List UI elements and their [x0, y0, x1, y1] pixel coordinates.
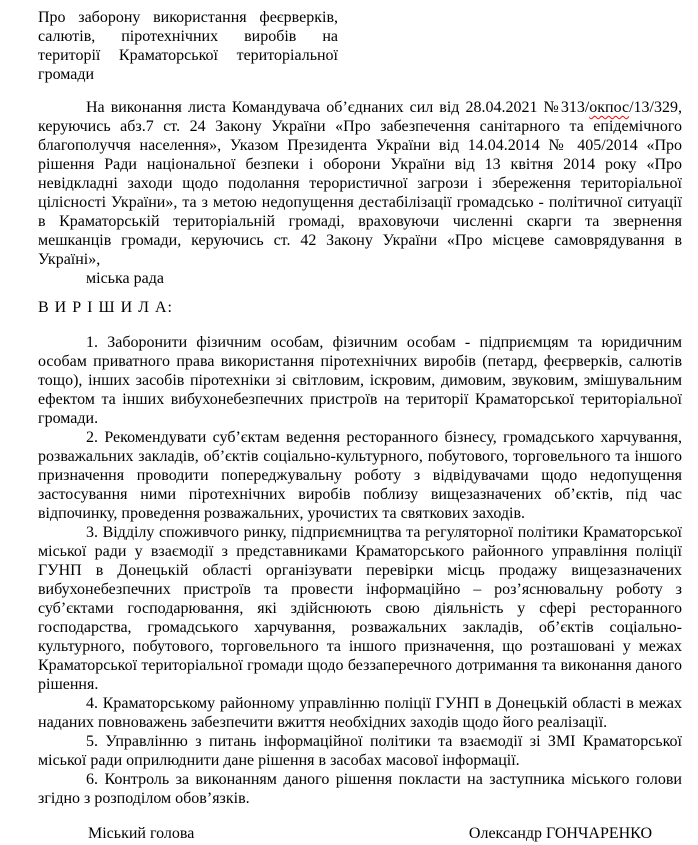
resolution-item-2: 2. Рекомендувати суб’єктам ведення ресторанного бізнесу, громадського харчування, розважальних закладів, об’єктів соціально-культурного, побутового, торговельного та іншого призначення проводити попереджувальну роботу з відвідувачами щодо недопущення застосування ними піротехнічних виробів поблизу вищезазначених об’єктів, під час відпочинку, проведення розважальних, урочистих та святкових заходів. — [38, 429, 682, 522]
signature-row — [38, 824, 682, 843]
resolution-item-6: 6. Контроль за виконанням даного рішення покласти на заступника міського голови згідно з розподілом обов’язків. — [38, 771, 682, 807]
resolution-item-5: 5. Управлінню з питань інформаційної політики та взаємодії зі ЗМІ Краматорської міської ради оприлюднити дане рішення в засобах масової інформації. — [38, 733, 682, 769]
document-title-block: Про заборону використання феєрверків, салютів, піротехнічних виробів на території Краматорської територіальної громади — [38, 9, 338, 83]
issuer-line: міська рада — [86, 270, 164, 287]
resolution-item-1: 1. Заборонити фізичним особам, фізичним особам - підприємцям та юридичним особам приватного права використання піротехнічних виробів (петард, феєрверків, салютів тощо), інших засобів піротехніки зі світловим, іскровим, димовим, звуковим, змішувальним ефектом та інших вибухонебезпечних пристроїв на території Краматорської територіальної громади. — [38, 334, 682, 427]
signature-position: Міський голова — [88, 825, 195, 842]
preamble-paragraph — [38, 98, 682, 269]
preamble-text-before: На виконання листа Командувача об’єднаних сил від 28.04.2021 №313/ — [86, 99, 590, 116]
preamble-text-after: /13/329, керуючись абз.7 ст. 24 Закону України «Про забезпечення санітарного та епідемічного благополуччя населення», Указом Президента України від 14.04.2014 № 405/2014 «Про рішення Ради національної безпеки і оборони України від 13 квітня 2014 року «Про невідкладні заходи щодо подолання терористичної загрози і збереження територіальної цілісності України», та з метою недопущення дестабілізації громадсько - політичної ситуації в Краматорській територіальній громаді, враховуючи численні скарги та звернення мешканців громади, керуючись ст. 42 Закону України «Про місцеве самоврядування в Україні», — [38, 99, 682, 268]
spellcheck-underlined-word: окпос — [589, 99, 630, 116]
resolution-item-4: 4. Краматорському районному управлінню поліції ГУНП в Донецькій області в межах наданих повноважень забезпечити вжиття необхідних заходів щодо його реалізації. — [38, 695, 682, 731]
resolution-item-3: 3. Відділу споживчого ринку, підприємництва та регуляторної політики Краматорської міської ради у взаємодії з представниками Краматорського районного управління поліції ГУНП в Донецькій області організувати перевірки місць продажу вищезазначених вибухонебезпечних пристроїв та провести інформаційно – роз’яснювальну роботу з суб’єктами господарювання, які здійснюють свою діяльність у сфері ресторанного господарства, громадського харчування, розважальних закладів, об’єктів соціально-культурного, побутового, торговельного та іншого призначення, що розташовані у межах Краматорської територіальної громади щодо беззаперечного дотримання та виконання даного рішення. — [38, 524, 682, 693]
signature-name: Олександр ГОНЧАРЕНКО — [468, 825, 652, 842]
decision-heading: В И Р І Ш И Л А: — [38, 299, 173, 316]
